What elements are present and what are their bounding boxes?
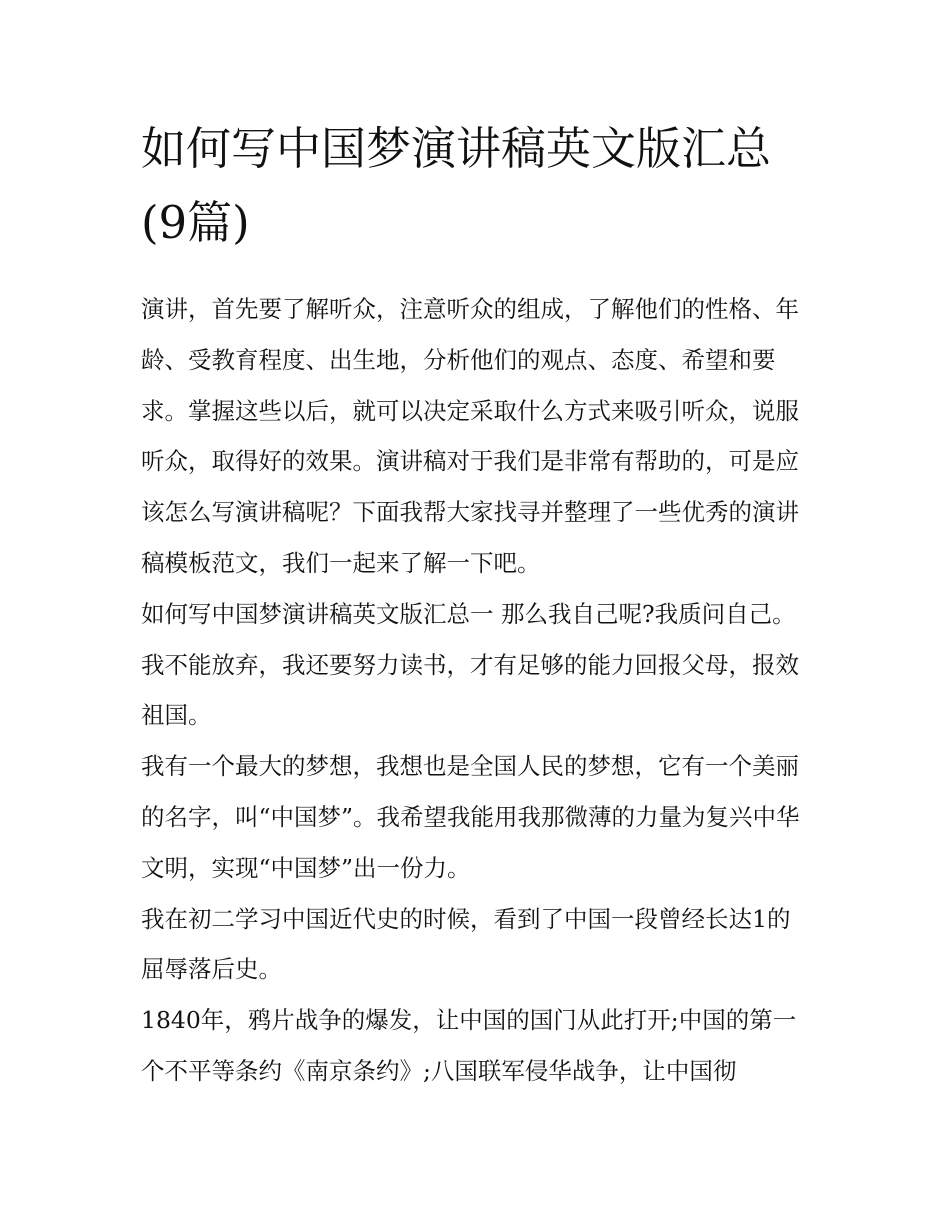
- body-paragraph: 我在初二学习中国近代史的时候，看到了中国一段曾经长达1的屈辱落后史。: [141, 904, 791, 984]
- document-title: 如何写中国梦演讲稿英文版汇总(9篇): [141, 122, 772, 249]
- body-paragraph: 我有一个最大的梦想，我想也是全国人民的梦想，它有一个美丽的名字，叫“中国梦”。我希望我能用我那微薄的力量为复兴中华文明，实现“中国梦”出一份力。: [141, 752, 800, 882]
- body-paragraph: 如何写中国梦演讲稿英文版汇总一 那么我自己呢?我质问自己。我不能放弃，我还要努力读书，才有足够的能力回报父母，报效祖国。: [141, 599, 799, 730]
- document-content: [141, 112, 813, 1097]
- intro-paragraph: 演讲，首先要了解听众，注意听众的组成，了解他们的性格、年龄、受教育程度、出生地，分析他们的观点、态度、希望和要求。掌握这些以后，就可以决定采取什么方式来吸引听众，说服听众，取得好的效果。演讲稿对于我们是非常有帮助的，可是应该怎么写演讲稿呢？下面我帮大家找寻并整理了一些优秀的演讲稿模板范文，我们一起来了解一下吧。: [141, 295, 799, 577]
- body-paragraph: 1840年，鸦片战争的爆发，让中国的国门从此打开;中国的第一个不平等条约《南京条约》;八国联军侵华战争，让中国彻: [141, 1006, 797, 1085]
